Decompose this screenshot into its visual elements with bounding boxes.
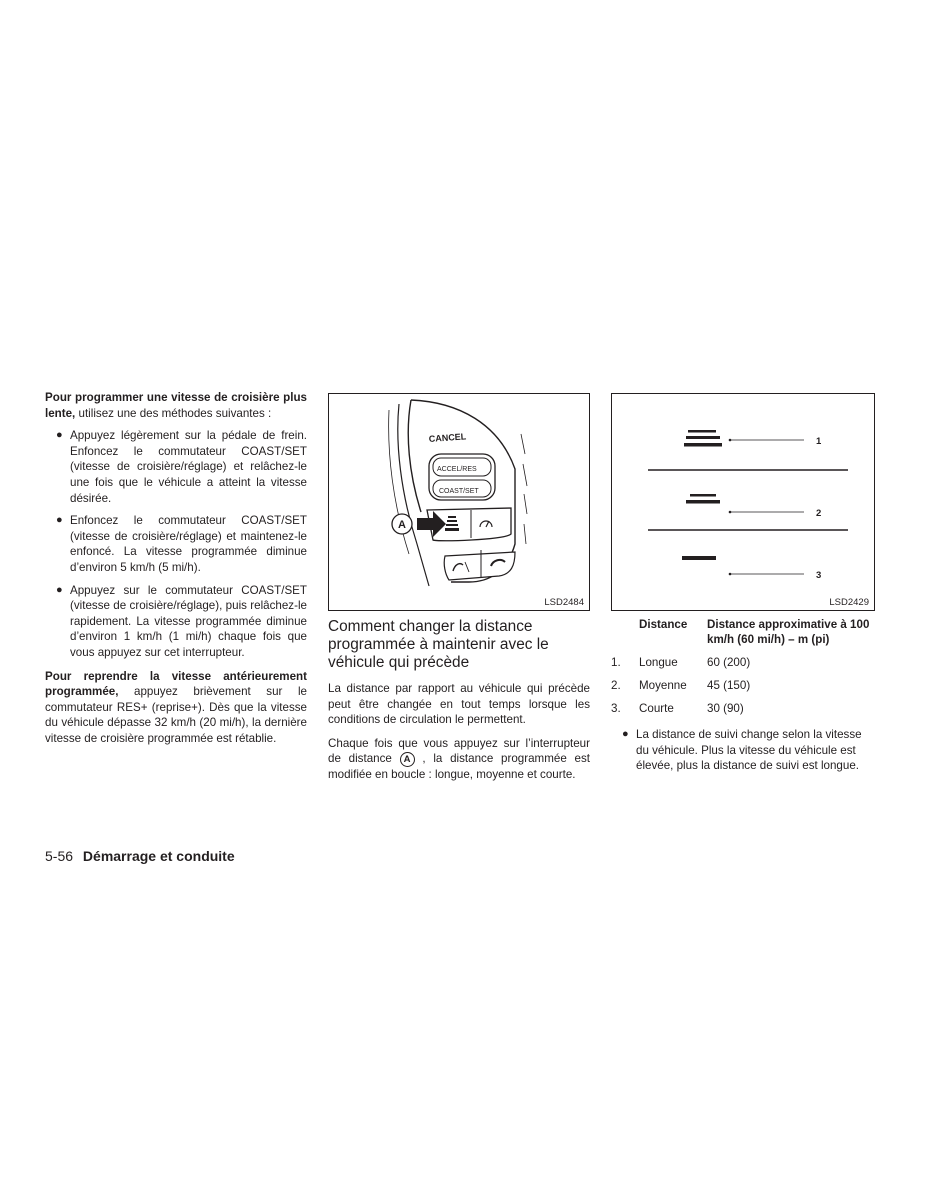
table-row <box>611 651 875 674</box>
accel-res-label: ACCEL/RES <box>437 466 477 473</box>
bullet-text: Appuyez légèrement sur la pédale de frein. Enfoncez le commutateur COAST/SET (vitesse de croisière/réglage) et relâchez-le une fois que le véhicule a atteint la vitesse désirée. <box>70 429 307 505</box>
paragraph-resume-speed <box>45 669 307 747</box>
distance-medium-bars <box>686 494 720 504</box>
bullet-icon: ● <box>56 583 63 596</box>
distance-label-2: 2 <box>816 508 822 519</box>
table-header-row <box>611 617 875 651</box>
bullet-text: La distance de suivi change selon la vitesse du véhicule. Plus la vitesse du véhicule est élevée, plus la distance de suivi est longue. <box>636 728 862 773</box>
bullet-icon: ● <box>56 429 63 442</box>
bullet-item <box>611 727 875 774</box>
row-number: 2. <box>611 679 621 692</box>
paragraph-text: Chaque fois que vous appuyez sur l’interrupteur de distance <box>328 736 590 766</box>
column-middle <box>328 393 590 783</box>
paragraph-distance-switch <box>328 736 590 783</box>
distance-long-bars <box>684 430 722 447</box>
bullet-list <box>611 727 875 774</box>
table-row <box>611 674 875 697</box>
row-number: 3. <box>611 702 621 715</box>
row-name: Courte <box>639 702 674 715</box>
bullet-list <box>45 428 307 660</box>
callout-a-inline: A <box>400 752 415 767</box>
bullet-text: Enfoncez le commutateur COAST/SET (vitesse de croisière/réglage) et maintenez-le enfoncé. La vitesse programmée diminue d’environ 5 km/h (5 mi/h). <box>70 514 307 574</box>
page-number: 5-56 <box>45 848 74 864</box>
following-distance-illustration <box>612 394 874 610</box>
distance-short-bars <box>682 556 716 560</box>
row-value: 60 (200) <box>707 656 751 669</box>
header-approx-distance: Distance approximative à 100 km/h (60 mi/h) – m (pi) <box>707 618 870 646</box>
distance-table <box>611 617 875 720</box>
distance-label-3: 3 <box>816 570 822 581</box>
section-title: Démarrage et conduite <box>82 848 235 864</box>
distance-label-1: 1 <box>816 436 822 447</box>
bullet-icon: ● <box>56 514 63 527</box>
figure-code: LSD2484 <box>544 597 584 608</box>
paragraph-slower-speed <box>45 390 307 421</box>
bullet-item <box>45 513 307 575</box>
bullet-text: Appuyez sur le commutateur COAST/SET (vitesse de croisière/réglage), puis relâchez-le rapidement. La vitesse programmée diminue d’environ 1 km/h (1 mi/h) chaque fois que vous appuyez sur cet interrupteur. <box>70 583 307 659</box>
bullet-item <box>45 583 307 661</box>
row-value: 30 (90) <box>707 702 744 715</box>
paragraph-distance-change: La distance par rapport au véhicule qui précède peut être changée en tout temps lorsque les conditions de circulation le permettent. <box>328 682 590 727</box>
paragraph-text: utilisez une des méthodes suivantes : <box>75 406 272 420</box>
row-value: 45 (150) <box>707 679 751 692</box>
steering-wheel-switch-illustration <box>329 394 589 610</box>
paragraph-text: appuyez brièvement sur le commutateur RES+ (reprise+). Dès que la vitesse du véhicule dépasse 32 km/h (20 mi/h), la dernière vitesse de croisière programmée est rétablie. <box>45 685 307 745</box>
row-number: 1. <box>611 656 621 669</box>
table-row <box>611 697 875 720</box>
callout-a-label: A <box>398 519 406 531</box>
row-name: Moyenne <box>639 679 687 692</box>
row-name: Longue <box>639 656 678 669</box>
paragraph-bold-lead: Pour reprendre la vitesse antérieurement programmée, <box>45 669 307 699</box>
bullet-icon: ● <box>622 728 629 740</box>
distance-settings-figure <box>611 393 875 611</box>
coast-set-label: COAST/SET <box>439 488 479 495</box>
figure-code: LSD2429 <box>829 597 869 608</box>
bullet-item <box>45 428 307 506</box>
cancel-label: CANCEL <box>428 431 467 444</box>
header-distance: Distance <box>639 618 688 631</box>
page-footer <box>45 848 235 864</box>
paragraph-text: , la distance programmée est modifiée en boucle : longue, moyenne et courte. <box>328 752 590 782</box>
column-left <box>45 390 307 746</box>
paragraph-bold-lead: Pour programmer une vitesse de croisière plus lente, <box>45 391 307 420</box>
steering-switch-figure <box>328 393 590 611</box>
column-right <box>611 393 875 774</box>
section-heading: Comment changer la distance programmée à maintenir avec le véhicule qui précède <box>328 618 549 671</box>
